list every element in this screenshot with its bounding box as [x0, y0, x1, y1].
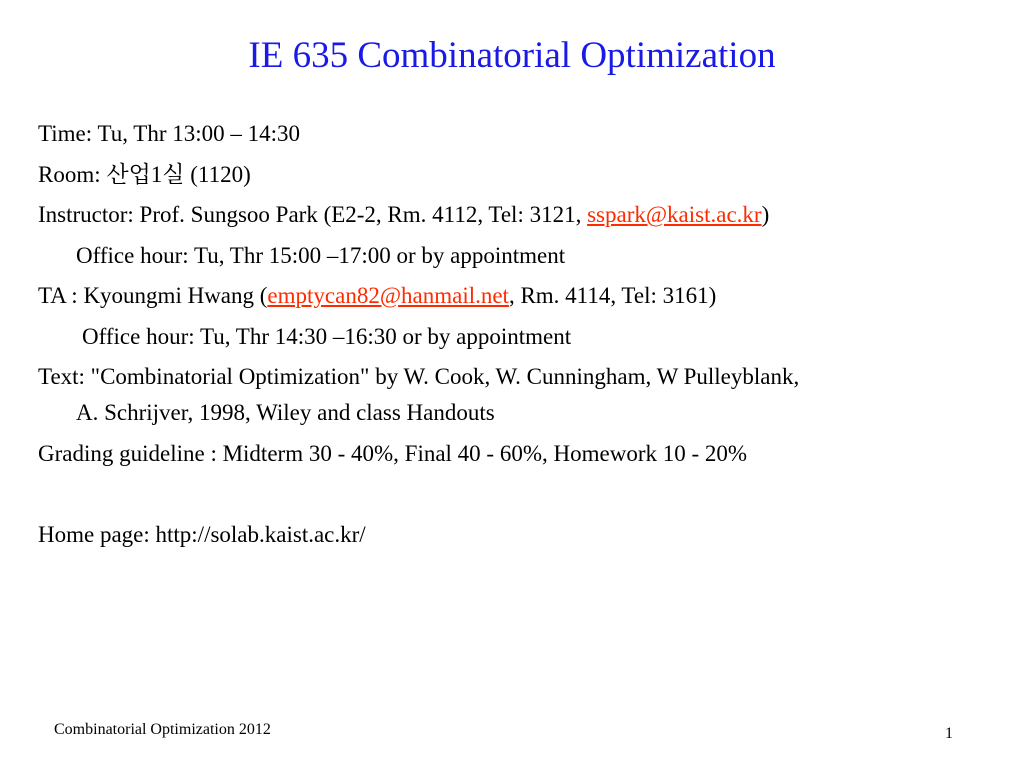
home-page-url[interactable]: http://solab.kaist.ac.kr/ [155, 522, 366, 547]
instructor-text: Instructor: Prof. Sungsoo Park (E2-2, Rm. 4112, Tel: 3121, [38, 202, 588, 227]
ta-text-end: , Rm. 4114, Tel: 3161) [508, 283, 717, 308]
ta-line [38, 281, 716, 311]
grading-line: Grading guideline : Midterm 30 - 40%, Final 40 - 60%, Homework 10 - 20% [38, 441, 748, 466]
instructor-office-hour: Office hour: Tu, Thr 15:00 –17:00 or by appointment [76, 243, 566, 268]
text-line-2: A. Schrijver, 1998, Wiley and class Handouts [76, 400, 495, 425]
text-line-1: Text: "Combinatorial Optimization" by W. Cook, W. Cunningham, W Pulleyblank, [38, 364, 800, 389]
footer-page-number: 1 [945, 725, 953, 742]
footer-course-name: Combinatorial Optimization 2012 [54, 721, 271, 738]
instructor-email-link[interactable]: sspark@kaist.ac.kr [587, 202, 762, 227]
ta-email-link[interactable]: emptycan82@hanmail.net [267, 283, 509, 308]
instructor-text-end: ) [761, 202, 770, 227]
ta-text: TA : Kyoungmi Hwang ( [38, 283, 268, 308]
ta-office-hour: Office hour: Tu, Thr 14:30 –16:30 or by appointment [82, 324, 572, 349]
home-page-label: Home page: [38, 522, 156, 547]
home-page-line [38, 520, 366, 550]
slide-title: IE 635 Combinatorial Optimization [248, 35, 776, 76]
instructor-line [38, 200, 769, 230]
room-line: Room: 산업1실 (1120) [38, 162, 251, 187]
time-line: Time: Tu, Thr 13:00 – 14:30 [38, 121, 301, 146]
